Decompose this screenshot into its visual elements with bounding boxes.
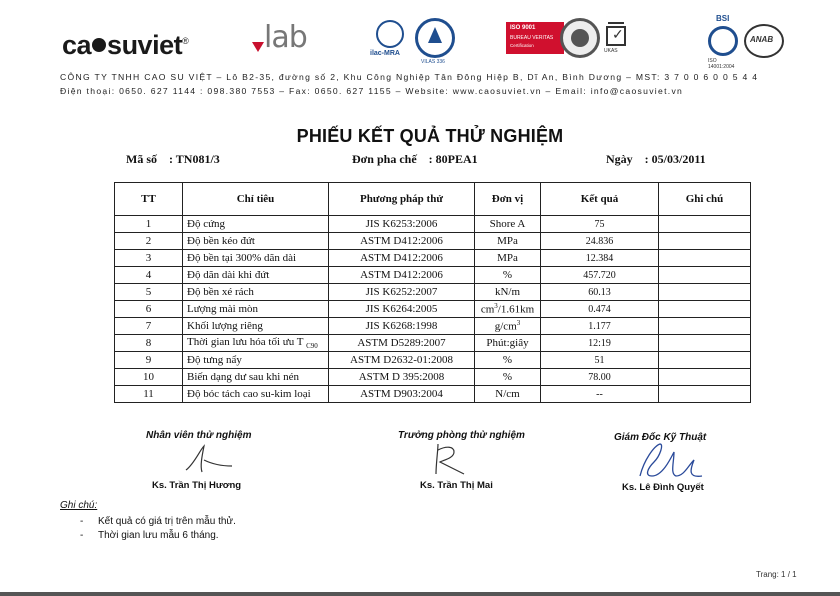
- accreditation-label: VILAS 336: [421, 59, 445, 65]
- table-row: [115, 386, 751, 403]
- cell-result: 457.720: [541, 267, 659, 284]
- cell-tt: 8: [115, 335, 183, 352]
- table-row: [115, 352, 751, 369]
- criterion-sub: C90: [306, 342, 318, 351]
- signature-head-icon: [424, 440, 474, 478]
- anab-label: ANAB: [750, 35, 774, 44]
- company-address-line: CÔNG TY TNHH CAO SU VIỆT – Lô B2-35, đường số 2, Khu Công Nghiệp Tân Đông Hiệp B, Dĩ An, Bình Dương – MST: 3 7 0 0 6 0 0 5 4 4: [60, 72, 759, 82]
- unit-main: cm: [480, 303, 495, 316]
- cell-method: JIS K6253:2006: [329, 216, 475, 233]
- table-row: [115, 369, 751, 386]
- cell-note: [659, 216, 751, 233]
- note-item: [80, 516, 236, 527]
- brand-right: suviet: [107, 30, 183, 60]
- table-row: [115, 267, 751, 284]
- cell-tt: 9: [115, 352, 183, 369]
- header-result: Kết quả: [541, 183, 659, 216]
- meta-formula-value: : 80PEA1: [428, 152, 478, 166]
- unit-sup: 3: [516, 319, 521, 328]
- bsi-sub-label: ISO 14001:2004: [708, 58, 735, 70]
- bv-line2: BUREAU VERITAS: [510, 35, 554, 41]
- cell-note: [659, 267, 751, 284]
- cell-note: [659, 284, 751, 301]
- table-row: [115, 318, 751, 335]
- cell-method: ASTM D412:2006: [329, 233, 475, 250]
- note-text: Thời gian lưu mẫu 6 tháng.: [98, 530, 219, 541]
- cell-criterion: Độ dãn dài khi đứt: [183, 267, 329, 284]
- cell-tt: 10: [115, 369, 183, 386]
- cell-note: [659, 233, 751, 250]
- cell-method: ASTM D2632-01:2008: [329, 352, 475, 369]
- company-logo: [62, 30, 188, 61]
- bv-seal-icon: [560, 18, 600, 58]
- bsi-seal-icon: [708, 26, 738, 56]
- cell-tt: 2: [115, 233, 183, 250]
- cell-unit: [475, 318, 541, 335]
- cell-criterion: Lượng mài mòn: [183, 301, 329, 318]
- note-bullet: -: [80, 516, 84, 527]
- cell-unit: MPa: [475, 250, 541, 267]
- cell-criterion: [183, 335, 329, 352]
- note-item: [80, 530, 219, 541]
- company-contact-line: Điện thoại: 0650. 627 1144 : 098.380 7553 – Fax: 0650. 627 1155 – Website: www.caosuviet.vn – Email: info@caosuviet.vn: [60, 86, 684, 96]
- cell-result: 51: [541, 352, 659, 369]
- ukas-check-icon: [606, 26, 626, 46]
- bsi-label: BSI: [716, 14, 730, 23]
- cell-tt: 6: [115, 301, 183, 318]
- meta-formula: [352, 152, 478, 167]
- table-header-row: [115, 183, 751, 216]
- cell-criterion: Độ cứng: [183, 216, 329, 233]
- table-row: [115, 301, 751, 318]
- cell-result: 0.474: [541, 301, 659, 318]
- note-bullet: -: [80, 530, 84, 541]
- cell-note: [659, 301, 751, 318]
- cell-unit: Phút:giây: [475, 335, 541, 352]
- anab-logo: [744, 24, 784, 58]
- table-row: [115, 250, 751, 267]
- cell-criterion: Biến dạng dư sau khi nén: [183, 369, 329, 386]
- cell-result: 60.13: [541, 284, 659, 301]
- meta-code: [126, 152, 220, 167]
- bv-line1: ISO 9001: [510, 25, 536, 31]
- cell-criterion: Độ bền xé rách: [183, 284, 329, 301]
- unit-main: g/cm: [494, 320, 517, 333]
- cell-note: [659, 369, 751, 386]
- cell-method: ASTM D412:2006: [329, 250, 475, 267]
- cell-result: 12.384: [541, 250, 659, 267]
- page-number: Trang: 1 / 1: [756, 570, 797, 579]
- unit-tail: /1.61km: [497, 303, 535, 316]
- cell-method: ASTM D5289:2007: [329, 335, 475, 352]
- cell-result: 12:19: [541, 335, 659, 352]
- meta-code-value: : TN081/3: [169, 152, 220, 166]
- signature-role-head: Trưởng phòng thử nghiệm: [398, 430, 525, 441]
- signature-role-tester: Nhân viên thử nghiệm: [146, 430, 252, 441]
- ilac-label: ilac-MRA: [370, 50, 400, 57]
- table-row: [115, 335, 751, 352]
- meta-date-value: : 05/03/2011: [644, 152, 706, 166]
- signature-tester-icon: [180, 442, 240, 476]
- cell-method: JIS K6264:2005: [329, 301, 475, 318]
- meta-code-label: Mã số: [126, 152, 157, 166]
- ukas-logo: [602, 16, 632, 62]
- cell-criterion: Độ tưng nẩy: [183, 352, 329, 369]
- cell-unit: %: [475, 369, 541, 386]
- cell-result: --: [541, 386, 659, 403]
- ukas-label: UKAS: [604, 48, 618, 54]
- lab-triangle-icon: [252, 42, 264, 52]
- header-unit: Đơn vị: [475, 183, 541, 216]
- lab-logo: [252, 20, 322, 60]
- cell-unit: [475, 301, 541, 318]
- brand-mark: ®: [182, 36, 189, 46]
- cell-result: 24.836: [541, 233, 659, 250]
- cell-unit: kN/m: [475, 284, 541, 301]
- logo-row: [60, 14, 800, 70]
- brand-dot-icon: [92, 38, 106, 52]
- cell-unit: Shore A: [475, 216, 541, 233]
- meta-date-label: Ngày: [606, 152, 633, 166]
- cell-note: [659, 352, 751, 369]
- ilac-seal-icon: [376, 20, 404, 48]
- bsi-logo: [708, 14, 744, 70]
- cell-tt: 5: [115, 284, 183, 301]
- signature-name-tester: Ks. Trần Thị Hương: [152, 480, 242, 491]
- signature-director-icon: [630, 440, 710, 484]
- table-row: [115, 216, 751, 233]
- meta-date: [606, 152, 706, 167]
- brand-left: ca: [62, 30, 92, 60]
- cell-note: [659, 250, 751, 267]
- unit-sup: 3: [494, 302, 498, 311]
- cell-result: 78.00: [541, 369, 659, 386]
- accreditation-triangle-icon: [428, 27, 442, 43]
- table-row: [115, 233, 751, 250]
- cell-note: [659, 386, 751, 403]
- cell-method: JIS K6252:2007: [329, 284, 475, 301]
- meta-formula-label: Đơn pha chế: [352, 152, 417, 166]
- cell-method: ASTM D 395:2008: [329, 369, 475, 386]
- header-tt: TT: [115, 183, 183, 216]
- results-table: [114, 182, 751, 403]
- cell-unit: MPa: [475, 233, 541, 250]
- cell-method: ASTM D903:2004: [329, 386, 475, 403]
- note-text: Kết quả có giá trị trên mẫu thử.: [98, 516, 236, 527]
- cell-criterion: Khối lượng riêng: [183, 318, 329, 335]
- cell-result: 75: [541, 216, 659, 233]
- crown-icon: [608, 16, 624, 24]
- cell-criterion: Độ bóc tách cao su-kim loại: [183, 386, 329, 403]
- cell-note: [659, 318, 751, 335]
- bottom-rule: [0, 592, 840, 596]
- cell-tt: 1: [115, 216, 183, 233]
- signature-role-director: Giám Đốc Kỹ Thuật: [614, 432, 707, 443]
- bureau-veritas-logo: [506, 22, 564, 54]
- cell-tt: 11: [115, 386, 183, 403]
- ilac-logo: [370, 20, 410, 60]
- lab-logo-text: lab: [264, 20, 307, 55]
- cell-note: [659, 335, 751, 352]
- notes-title: Ghi chú:: [60, 500, 98, 511]
- cell-tt: 7: [115, 318, 183, 335]
- cell-result: 1.177: [541, 318, 659, 335]
- cell-criterion: Độ bền tại 300% dãn dài: [183, 250, 329, 267]
- table-row: [115, 284, 751, 301]
- header-method: Phương pháp thử: [329, 183, 475, 216]
- cell-unit: %: [475, 267, 541, 284]
- bv-line3: Certification: [510, 43, 534, 48]
- cell-tt: 4: [115, 267, 183, 284]
- signature-name-director: Ks. Lê Đình Quyết: [622, 482, 704, 493]
- cell-unit: %: [475, 352, 541, 369]
- header-note: Ghi chú: [659, 183, 751, 216]
- header-criterion: Chỉ tiêu: [183, 183, 329, 216]
- cell-method: JIS K6268:1998: [329, 318, 475, 335]
- document-title: PHIẾU KẾT QUẢ THỬ NGHIỆM: [296, 126, 564, 146]
- cell-method: ASTM D412:2006: [329, 267, 475, 284]
- cell-tt: 3: [115, 250, 183, 267]
- criterion-main: Thời gian lưu hóa tối ưu T: [187, 335, 304, 348]
- cell-criterion: Độ bền kéo đứt: [183, 233, 329, 250]
- cell-unit: N/cm: [475, 386, 541, 403]
- signature-name-head: Ks. Trần Thị Mai: [420, 480, 493, 491]
- accreditation-logo: [415, 18, 459, 64]
